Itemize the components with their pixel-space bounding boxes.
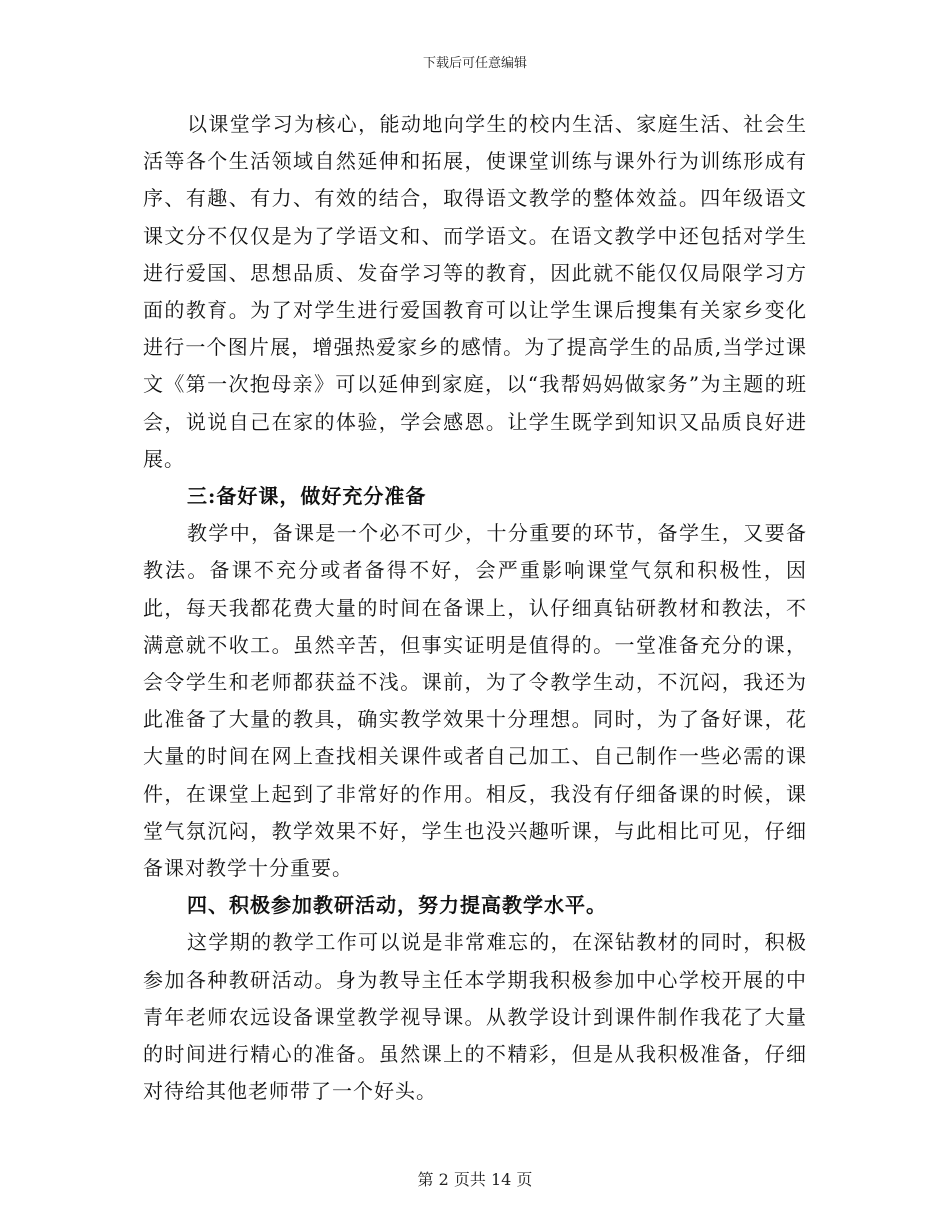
section-heading-4: 四、积极参加教研活动，努力提高教学水平。 [187, 893, 607, 918]
body-paragraph: 这学期的教学工作可以说是非常难忘的，在深钻教材的同时，积极参加各种教研活动。身为教导主任本学期我积极参加中心学校开展的中青年老师农远设备课堂教学视导课。从教学设计到课件制作我花了大量的时间进行精心的准备。虽然课上的不精彩，但是从我积极准备，仔细对待给其他老师带了一个好头。 [143, 930, 807, 1104]
section-heading-3: 三:备好课，做好充分准备 [187, 484, 427, 509]
document-body [143, 106, 807, 1110]
body-paragraph: 以课堂学习为核心，能动地向学生的校内生活、家庭生活、社会生活等各个生活领域自然延伸和拓展，使课堂训练与课外行为训练形成有序、有趣、有力、有效的结合，取得语文教学的整体效益。四年级语文课文分不仅仅是为了学语文和、而学语文。在语文教学中还包括对学生进行爱国、思想品质、发奋学习等的教育，因此就不能仅仅局限学习方面的教育。为了对学生进行爱国教育可以让学生课后搜集有关家乡变化进行一个图片展，增强热爱家乡的感情。为了提高学生的品质,当学过课文《第一次抱母亲》可以延伸到家庭，以“我帮妈妈做家务”为主题的班会，说说自己在家的体验，学会感恩。让学生既学到知识又品质良好进展。 [143, 112, 807, 471]
page-footer: 第 2 页共 14 页 [417, 1170, 533, 1189]
page-header: 下载后可任意编辑 [422, 56, 527, 71]
body-paragraph: 教学中，备课是一个必不可少，十分重要的环节，备学生，又要备教法。备课不充分或者备得不好，会严重影响课堂气氛和积极性，因此，每天我都花费大量的时间在备课上，认仔细真钻研教材和教法，不满意就不收工。虽然辛苦，但事实证明是值得的。一堂准备充分的课，会令学生和老师都获益不浅。课前，为了令教学生动，不沉闷，我还为此准备了大量的教具，确实教学效果十分理想。同时，为了备好课，花大量的时间在网上查找相关课件或者自己加工、自己制作一些必需的课件，在课堂上起到了非常好的作用。相反，我没有仔细备课的时候，课堂气氛沉闷，教学效果不好，学生也没兴趣听课，与此相比可见，仔细备课对教学十分重要。 [143, 521, 807, 881]
